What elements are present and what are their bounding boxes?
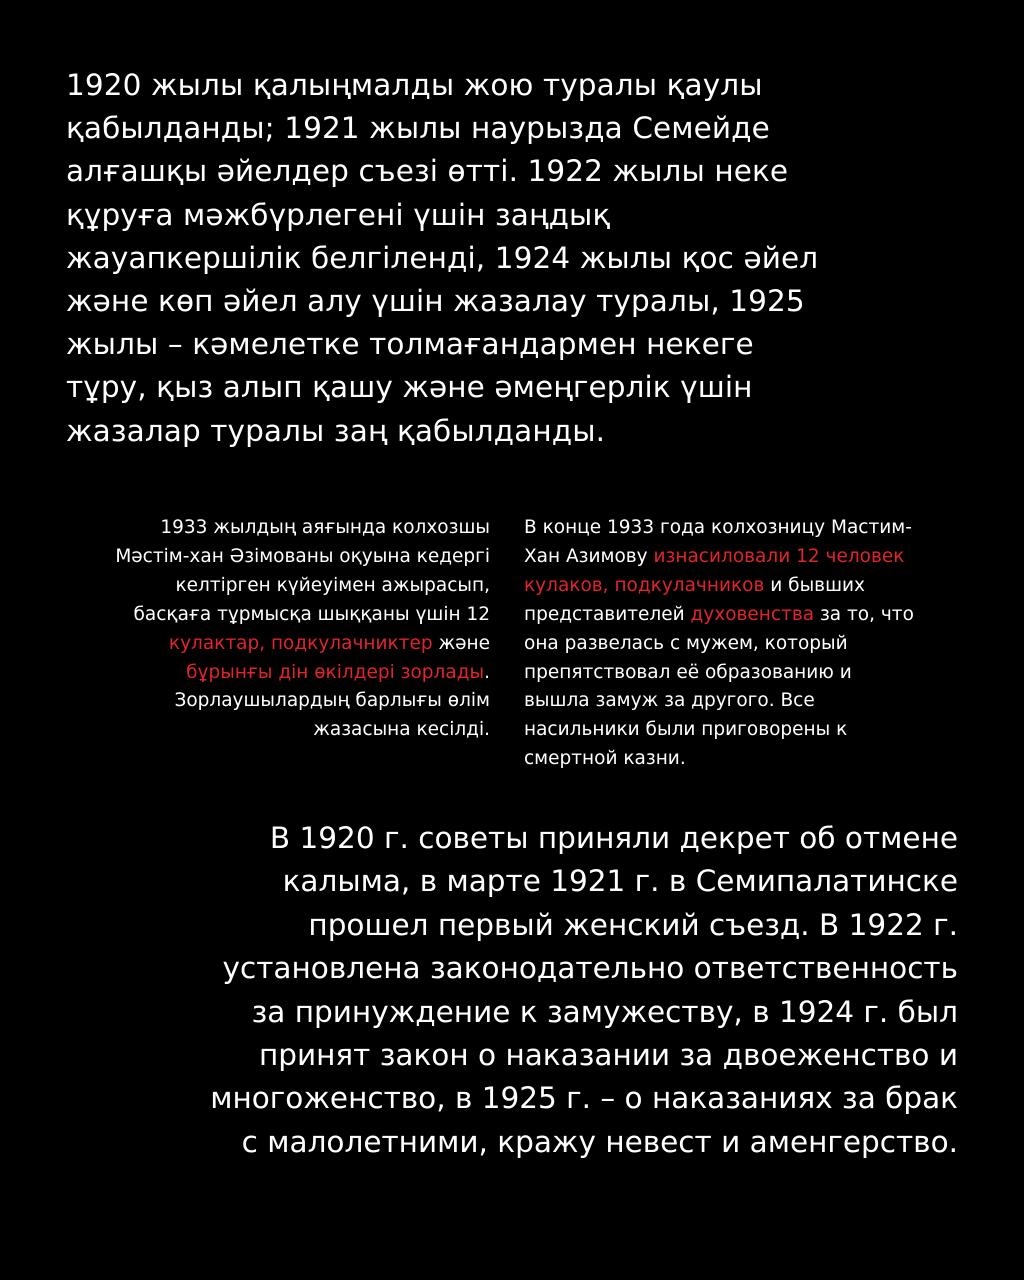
russian-story-text: и бывших представителей <box>524 574 865 625</box>
russian-story-text: В конце 1933 года колхозницу Мастим- Хан Азимову <box>524 517 912 567</box>
kazakh-story-text: және <box>438 632 490 654</box>
kazakh-story-text: 1933 жылдың аяғында колхозшы Мәстім-хан Әзімованы оқуына кедергі келтірген күйеуімен ажырасып, басқаға тұрмысқа шыққаны үшін 12 <box>115 517 490 625</box>
russian-story-highlight: изнасиловали 12 человек кулаков, подкулачников <box>524 545 905 596</box>
kazakh-main-paragraph: 1920 жылы қалыңмалды жою туралы қаулы қабылданды; 1921 жылы наурызда Семейде алғашқы әйелдер съезі өтті. 1922 жылы неке құруға мәжбүрлегені үшін заңдық жауапкершілік белгіленді, 1924 жылы қос әйел және көп әйел алу үшін жазалау туралы, 1925 жылы – кәмелетке толмағандармен некеге тұру, қыз алып қашу және әмеңгерлік үшін жазалар туралы заң қабылданды. <box>66 68 819 448</box>
kazakh-story-text: . Зорлаушылардың барлығы өлім жазасына кесілді. <box>174 661 490 741</box>
kazakh-story-paragraph <box>20 514 490 745</box>
russian-story-text: за то, что она развелась с мужем, который препятствовал её образованию и вышла замуж за другого. Все насильники были приговорены к смертной казни. <box>524 603 914 770</box>
kazakh-story-highlight: кулактар, подкулачниктер <box>168 632 433 654</box>
russian-story-paragraph <box>524 514 1004 774</box>
russian-story-highlight: духовенства <box>690 603 815 625</box>
kazakh-story-highlight: бұрынғы дін өкілдері зорлады <box>186 661 485 683</box>
russian-main-paragraph: В 1920 г. советы приняли декрет об отмене калыма, в марте 1921 г. в Семипалатинске прошел первый женский съезд. В 1922 г. установлена законодательно ответственность за принуждение к замужеству, в 1924 г. был принят закон о наказании за двоеженство и многоженство, в 1925 г. – о наказаниях за брак с малолетними, кражу невест и аменгерство. <box>210 821 958 1159</box>
